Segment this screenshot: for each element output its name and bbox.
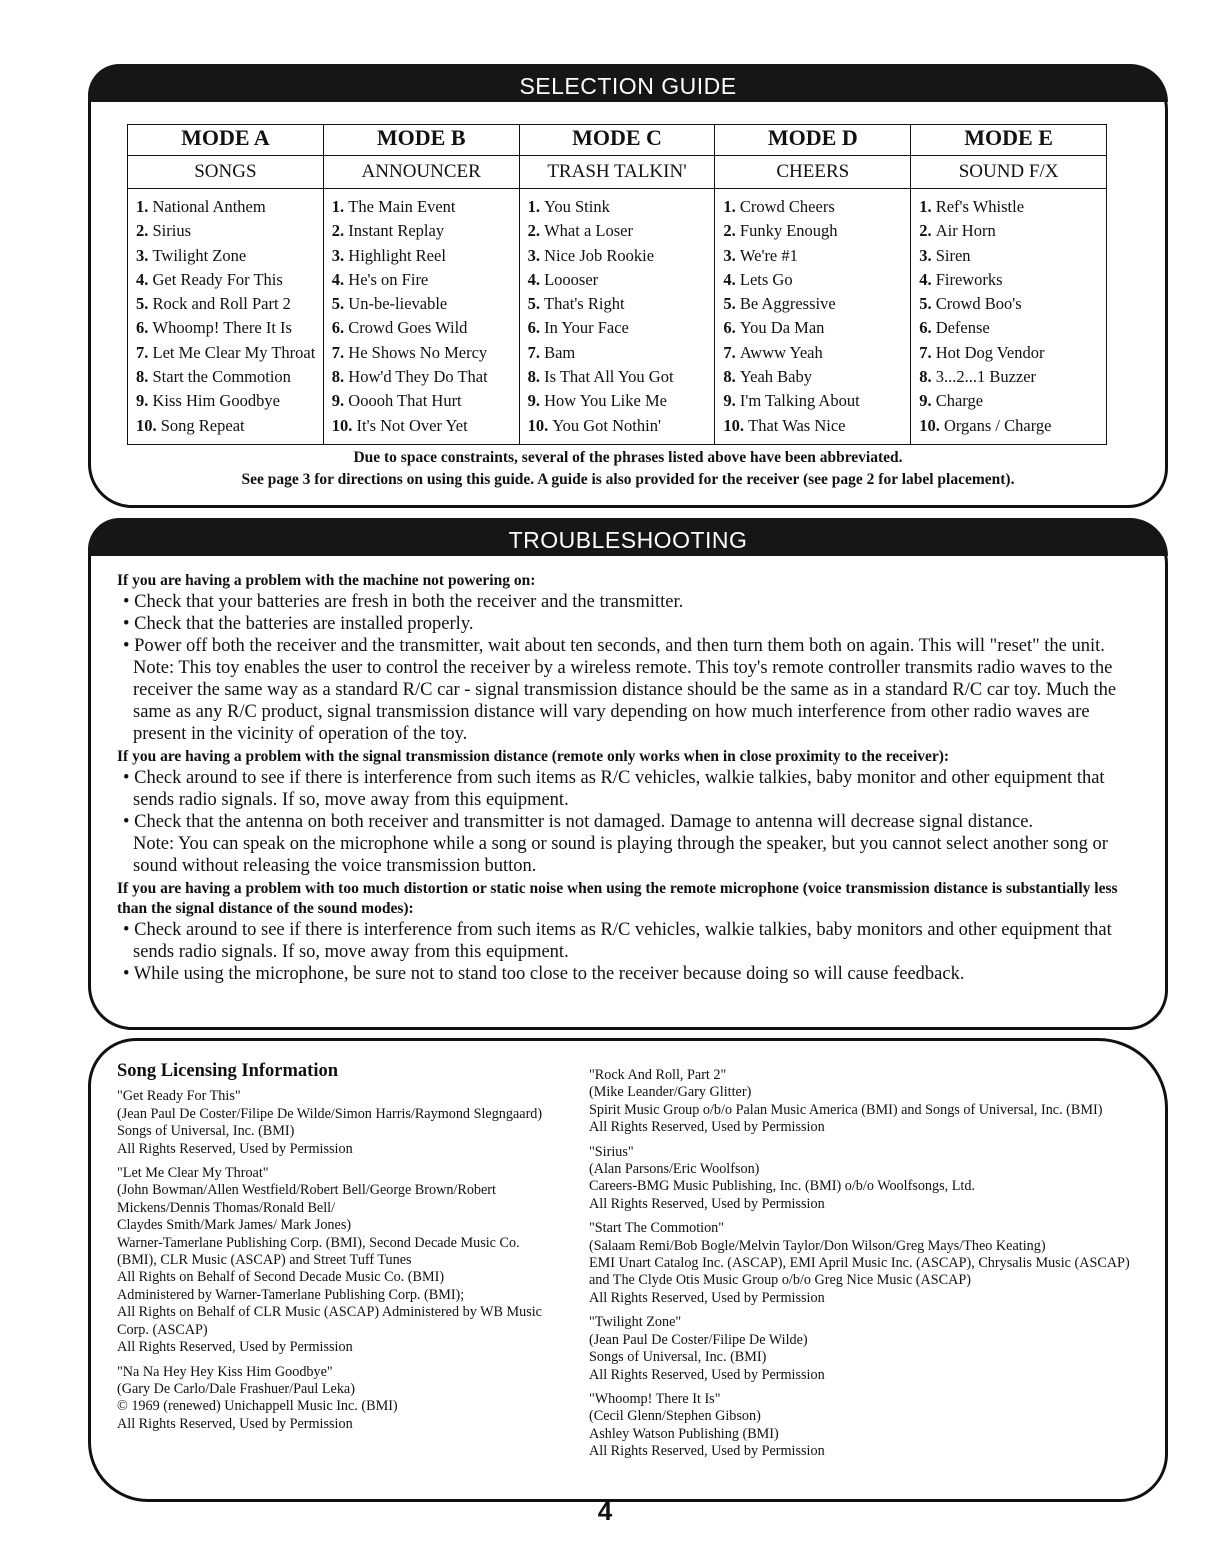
mode-item: 2. Air Horn bbox=[919, 221, 996, 241]
mode-item: 2. Instant Replay bbox=[331, 221, 445, 241]
distance-tip-2: • Check that the antenna on both receiver and transmitter is not damaged. Damage to antenna will decrease signal distance. bbox=[123, 812, 1034, 832]
mode-item: 3. Nice Job Rookie bbox=[527, 245, 655, 265]
selection-guide-panel bbox=[88, 64, 1168, 508]
distance-note: Note: You can speak on the microphone while a song or sound is playing through the speaker, but you cannot select another song or sound without releasing the voice transmission button. bbox=[133, 834, 1108, 876]
distortion-problem-heading: If you are having a problem with too much distortion or static noise when using the remote microphone (voice transmission distance is substantially less than the signal distance of the sound modes): bbox=[117, 880, 1118, 917]
licensing-title: Song Licensing Information bbox=[117, 1061, 339, 1081]
mode-item: 3. We're #1 bbox=[723, 245, 798, 265]
license-entry: "Whoomp! There It Is" (Cecil Glenn/Stephen Gibson) Ashley Watson Publishing (BMI) All Rights Reserved, Used by Permission bbox=[589, 1390, 825, 1460]
mode-item: 5. Crowd Boo's bbox=[919, 294, 1022, 314]
power-note: Note: This toy enables the user to control the receiver by a wireless remote. This toy's remote controller transmits radio waves to the receiver the same way as a standard R/C car - signal transmission distance should be the same as in a standard R/C car toy. Much the same as any R/C product, signal transmission distance will vary depending on how much interference from other radio waves are present in the vicinity of operation of the toy. bbox=[133, 658, 1117, 744]
mode-item: 10. Song Repeat bbox=[136, 415, 245, 435]
abbreviation-note: Due to space constraints, several of the phrases listed above have been abbreviated. bbox=[353, 449, 903, 466]
mode-item: 4. Loooser bbox=[527, 269, 599, 289]
licensing-left-column bbox=[117, 1063, 562, 1440]
license-entry: "Let Me Clear My Throat" (John Bowman/Allen Westfield/Robert Bell/George Brown/Robert Mickens/Dennis Thomas/Ronald Bell/ Claydes Smith/Mark James/ Mark Jones) Warner-Tamerlane Publishing Corp. (BMI), Second Decade Music Co. (BMI), CLR Music (ASCAP) and Street Tuff Tunes All Rights on Behalf of Second Decade Music Co. (BMI) Administered by Warner-Tamerlane Publishing Corp. (BMI); All Rights on Behalf of CLR Music (ASCAP) Administered by WB Music Corp. (ASCAP) All Rights Reserved, Used by Permission bbox=[117, 1165, 542, 1356]
mode-item: 1. Ref's Whistle bbox=[919, 197, 1025, 216]
mode-item: 5. Be Aggressive bbox=[723, 294, 836, 314]
power-problem-heading: If you are having a problem with the machine not powering on: bbox=[117, 572, 536, 589]
mode-item: 1. Crowd Cheers bbox=[723, 197, 835, 216]
distance-tip-1: • Check around to see if there is interference from such items as R/C vehicles, walkie talkies, baby monitor and other equipment that sends radio signals. If so, move away from this equipment. bbox=[123, 768, 1105, 810]
mode-item: 7. He Shows No Mercy bbox=[331, 342, 488, 362]
mode-item: 8. Start the Commotion bbox=[136, 367, 291, 387]
mode-b-heading: MODE B bbox=[323, 125, 519, 156]
license-entry: "Start The Commotion" (Salaam Remi/Bob Bogle/Melvin Taylor/Don Wilson/Greg Mays/Theo Keating) EMI Unart Catalog Inc. (ASCAP), EMI April Music Inc. (ASCAP), Chrysalis Music (ASCAP) and The Clyde Otis Music Group o/b/o Greg Nice Music (ASCAP) All Rights Reserved, Used by Permission bbox=[589, 1220, 1130, 1306]
mode-item: 6. Crowd Goes Wild bbox=[331, 318, 468, 338]
mode-item: 8. 3...2...1 Buzzer bbox=[919, 367, 1037, 387]
mode-item: 6. You Da Man bbox=[723, 318, 825, 338]
mode-table bbox=[127, 124, 1107, 445]
selection-guide-header bbox=[88, 64, 1168, 102]
mode-a-heading: MODE A bbox=[128, 125, 324, 156]
mode-e-category: SOUND F/X bbox=[911, 156, 1107, 189]
mode-c-category: TRASH TALKIN' bbox=[519, 156, 715, 189]
mode-d-category: CHEERS bbox=[715, 156, 911, 189]
mode-item: 4. Get Ready For This bbox=[136, 269, 283, 289]
troubleshooting-header bbox=[88, 518, 1168, 556]
power-tip-2: • Check that the batteries are installed properly. bbox=[123, 614, 474, 634]
license-entry: "Na Na Hey Hey Kiss Him Goodbye" (Gary De Carlo/Dale Frashuer/Paul Leka) © 1969 (renewed) Unichappell Music Inc. (BMI) All Rights Reserved, Used by Permission bbox=[117, 1363, 398, 1432]
mode-item: 8. Is That All You Got bbox=[527, 367, 674, 387]
mode-item: 2. What a Loser bbox=[527, 221, 633, 241]
license-entry: "Twilight Zone" (Jean Paul De Coster/Filipe De Wilde) Songs of Universal, Inc. (BMI) All Rights Reserved, Used by Permission bbox=[589, 1314, 825, 1383]
distance-problem-heading: If you are having a problem with the signal transmission distance (remote only works when in close proximity to the receiver): bbox=[117, 748, 950, 765]
mode-item: 4. Fireworks bbox=[919, 269, 1003, 289]
mode-item: 7. Awww Yeah bbox=[723, 342, 823, 362]
mode-item: 3. Twilight Zone bbox=[136, 245, 247, 265]
mode-item: 6. In Your Face bbox=[527, 318, 629, 338]
mode-item: 10. Organs / Charge bbox=[919, 415, 1052, 435]
distortion-tip-2: • While using the microphone, be sure not to stand too close to the receiver because doing so will cause feedback. bbox=[123, 964, 965, 984]
mode-item: 7. Let Me Clear My Throat bbox=[136, 342, 316, 362]
troubleshooting-body bbox=[117, 569, 1147, 985]
mode-item: 8. Yeah Baby bbox=[723, 367, 813, 387]
mode-d-heading: MODE D bbox=[715, 125, 911, 156]
license-entry: "Sirius" (Alan Parsons/Eric Woolfson) Careers-BMG Music Publishing, Inc. (BMI) o/b/o Woolfsongs, Ltd. All Rights Reserved, Used by Permission bbox=[589, 1143, 975, 1212]
mode-item: 8. How'd They Do That bbox=[331, 367, 488, 387]
mode-b-category: ANNOUNCER bbox=[323, 156, 519, 189]
mode-item: 4. Lets Go bbox=[723, 269, 793, 289]
power-tip-1: • Check that your batteries are fresh in both the receiver and the transmitter. bbox=[123, 592, 684, 612]
mode-item: 3. Highlight Reel bbox=[331, 245, 446, 265]
distortion-tip-1: • Check around to see if there is interference from such items as R/C vehicles, walkie talkies, baby monitors and other equipment that sends radio signals. If so, move away from this equipment. bbox=[123, 920, 1112, 962]
selection-guide-title: SELECTION GUIDE bbox=[519, 72, 737, 99]
mode-item: 3. Siren bbox=[919, 245, 971, 265]
mode-item: 10. You Got Nothin' bbox=[527, 415, 661, 435]
mode-item: 2. Sirius bbox=[136, 221, 192, 241]
power-tip-3: • Power off both the receiver and the transmitter, wait about ten seconds, and then turn them both on again. This will "reset" the unit. bbox=[123, 636, 1105, 656]
mode-c-list bbox=[519, 189, 715, 445]
mode-item: 1. National Anthem bbox=[136, 197, 266, 216]
mode-item: 2. Funky Enough bbox=[723, 221, 838, 241]
mode-a-list bbox=[128, 189, 324, 445]
song-licensing-panel bbox=[88, 1038, 1168, 1502]
mode-item: 1. The Main Event bbox=[331, 197, 456, 216]
mode-item: 5. Rock and Roll Part 2 bbox=[136, 294, 291, 314]
mode-item: 1. You Stink bbox=[527, 197, 610, 216]
guide-directions-note: See page 3 for directions on using this guide. A guide is also provided for the receiver (see page 2 for label placement). bbox=[241, 471, 1015, 488]
mode-item: 5. That's Right bbox=[527, 294, 625, 314]
mode-e-heading: MODE E bbox=[911, 125, 1107, 156]
mode-item: 5. Un-be-lievable bbox=[331, 294, 448, 314]
licensing-right-column bbox=[589, 1067, 1149, 1468]
license-entry: "Get Ready For This" (Jean Paul De Coster/Filipe De Wilde/Simon Harris/Raymond Slegngaard) Songs of Universal, Inc. (BMI) All Rights Reserved, Used by Permission bbox=[117, 1088, 543, 1157]
mode-item: 10. That Was Nice bbox=[723, 415, 846, 435]
mode-item: 4. He's on Fire bbox=[331, 269, 429, 289]
mode-d-list bbox=[715, 189, 911, 445]
mode-item: 7. Hot Dog Vendor bbox=[919, 342, 1045, 362]
mode-item: 9. I'm Talking About bbox=[723, 391, 860, 411]
mode-item: 9. Kiss Him Goodbye bbox=[136, 391, 280, 411]
mode-b-list bbox=[323, 189, 519, 445]
license-entry: "Rock And Roll, Part 2" (Mike Leander/Gary Glitter) Spirit Music Group o/b/o Palan Music America (BMI) and Songs of Universal, Inc. (BMI) All Rights Reserved, Used by Permission bbox=[589, 1067, 1103, 1136]
mode-c-heading: MODE C bbox=[519, 125, 715, 156]
mode-item: 6. Defense bbox=[919, 318, 990, 338]
mode-item: 6. Whoomp! There It Is bbox=[136, 318, 292, 338]
mode-item: 9. Charge bbox=[919, 391, 984, 411]
page-number: 4 bbox=[597, 1496, 613, 1526]
mode-a-category: SONGS bbox=[128, 156, 324, 189]
mode-item: 9. How You Like Me bbox=[527, 391, 667, 411]
troubleshooting-title: TROUBLESHOOTING bbox=[508, 526, 748, 553]
mode-item: 10. It's Not Over Yet bbox=[331, 415, 468, 435]
troubleshooting-panel bbox=[88, 518, 1168, 1030]
mode-e-list bbox=[911, 189, 1107, 445]
mode-item: 7. Bam bbox=[527, 342, 576, 362]
mode-item: 9. Ooooh That Hurt bbox=[331, 391, 462, 411]
